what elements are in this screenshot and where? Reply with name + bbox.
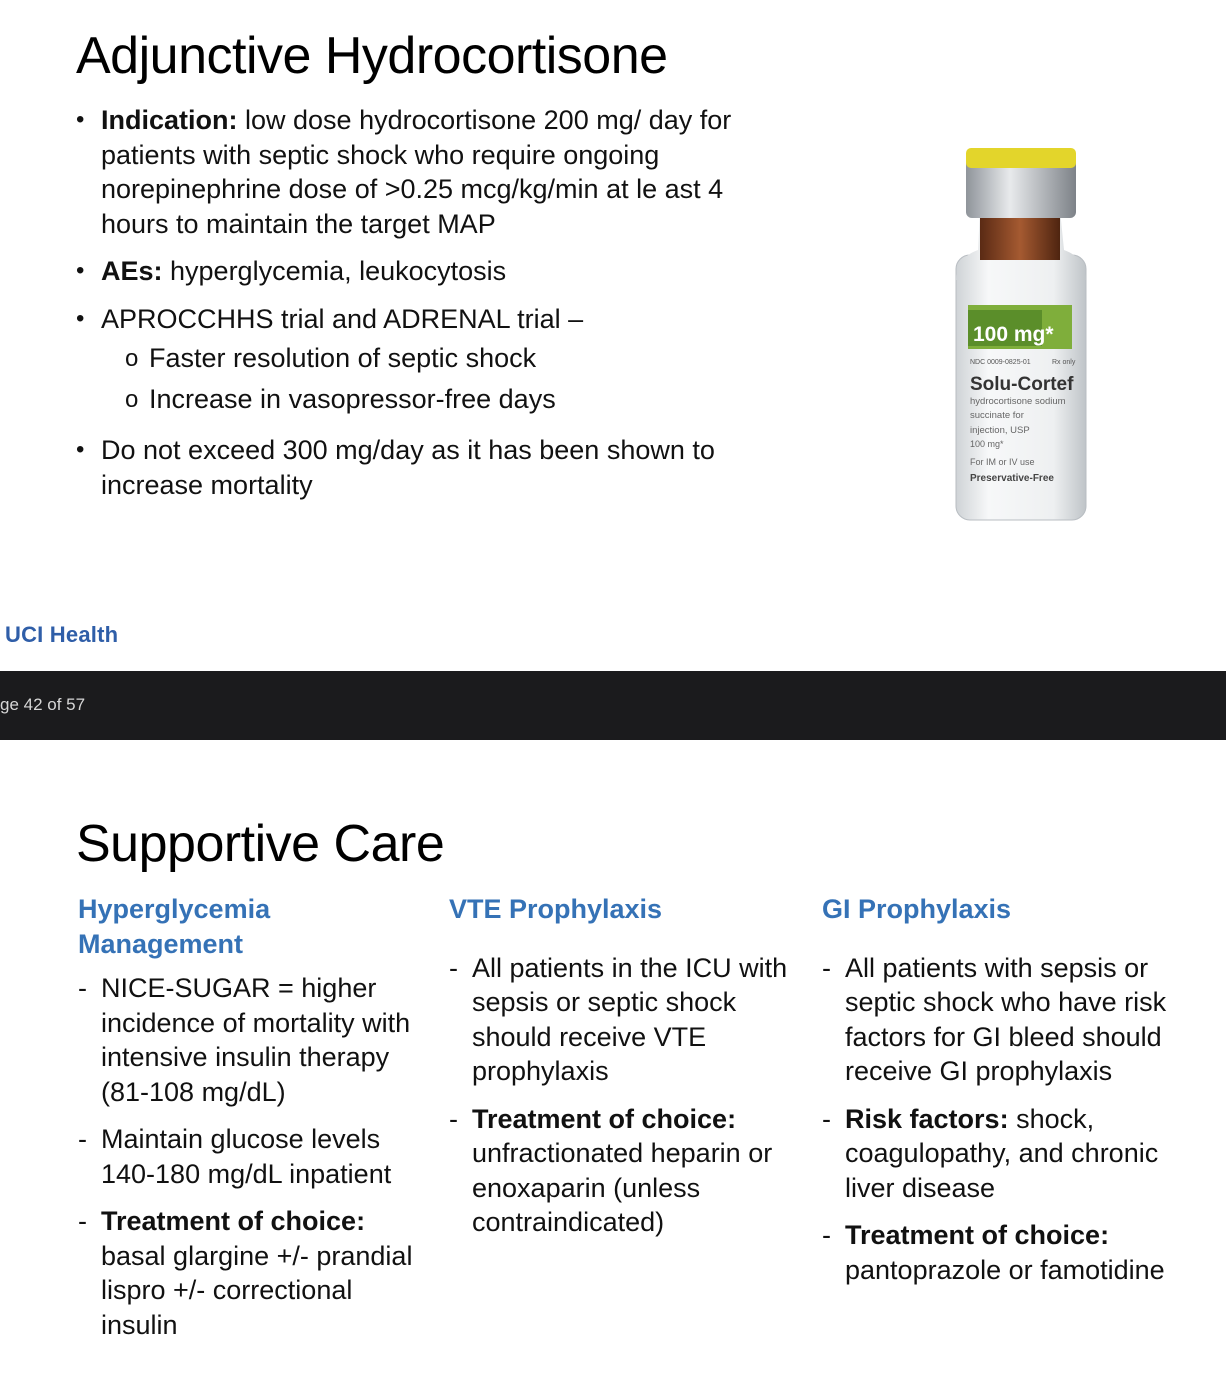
list-item: - Treatment of choice: unfractionated heparin or enoxaparin (unless contraindicated) bbox=[447, 1102, 797, 1240]
vial-desc: hydrocortisone sodium bbox=[970, 396, 1066, 407]
column-hyperglycemia bbox=[76, 892, 426, 1355]
viewer-page-bar bbox=[0, 671, 1226, 740]
aes-label: AEs: bbox=[101, 256, 163, 286]
uci-health-logo: UCI Health bbox=[5, 622, 119, 647]
vial-rx: Rx only bbox=[1052, 359, 1076, 366]
vial-desc: 100 mg* bbox=[970, 439, 1004, 449]
page-indicator: ge 42 of 57 bbox=[0, 695, 86, 714]
trial-text: APROCCHHS trial and ADRENAL trial – bbox=[101, 303, 584, 334]
aes-text: hyperglycemia, leukocytosis bbox=[162, 256, 507, 286]
trial-sublist bbox=[125, 338, 766, 420]
bullet-aes bbox=[76, 254, 766, 289]
sub-bullet: o Increase in vasopressor-free days bbox=[125, 379, 766, 420]
indication-label: Indication: bbox=[101, 105, 238, 135]
bullet-trials bbox=[76, 302, 766, 421]
column-gi bbox=[820, 892, 1170, 1300]
vial-desc: injection, USP bbox=[970, 425, 1030, 436]
vial-dose-label: 100 mg* bbox=[973, 323, 1054, 346]
vial-preservative-free: Preservative-Free bbox=[970, 473, 1054, 484]
bullet-mortality: • Do not exceed 300 mg/day as it has been shown to increase mortality bbox=[76, 433, 766, 502]
column-heading: Hyperglycemia Management bbox=[78, 894, 271, 959]
list-item: - All patients with sepsis or septic shock who have risk factors for GI bleed should receive GI prophylaxis bbox=[820, 951, 1170, 1089]
slide-title: Supportive Care bbox=[76, 815, 445, 873]
list-item: - Risk factors: shock, coagulopathy, and chronic liver disease bbox=[820, 1102, 1170, 1206]
sub-bullet: o Faster resolution of septic shock bbox=[125, 338, 766, 379]
slide-title: Adjunctive Hydrocortisone bbox=[76, 27, 668, 85]
list-item: - Treatment of choice: pantoprazole or famotidine bbox=[820, 1218, 1170, 1287]
list-item: - Treatment of choice: basal glargine +/- prandial lispro +/- correctional insulin bbox=[76, 1204, 426, 1342]
list-item: - NICE-SUGAR = higher incidence of mortality with intensive insulin therapy (81-108 mg/dL) bbox=[76, 971, 426, 1109]
bullet-list bbox=[76, 103, 766, 515]
slide-page-41 bbox=[0, 0, 1226, 671]
column-heading: VTE Prophylaxis bbox=[449, 894, 663, 924]
column-vte bbox=[447, 892, 797, 1253]
vial-desc: succinate for bbox=[970, 410, 1024, 421]
vial-brand: Solu-Cortef bbox=[970, 374, 1074, 395]
list-item: - Maintain glucose levels 140-180 mg/dL inpatient bbox=[76, 1122, 426, 1191]
list-item: - All patients in the ICU with sepsis or septic shock should receive VTE prophylaxis bbox=[447, 951, 797, 1089]
indication-text: low dose hydrocortisone 200 mg/ day for patients with septic shock who require ongoing norepinephrine dose of >0.25 mcg/kg/min at le ast 4 hours to maintain the target MAP bbox=[101, 105, 732, 239]
vial-use: For IM or IV use bbox=[970, 457, 1035, 467]
solu-cortef-vial-image bbox=[940, 140, 1100, 540]
vial-ndc: NDC 0009-0825-01 bbox=[970, 359, 1031, 366]
bullet-indication bbox=[76, 103, 766, 241]
column-heading: GI Prophylaxis bbox=[822, 894, 1012, 924]
